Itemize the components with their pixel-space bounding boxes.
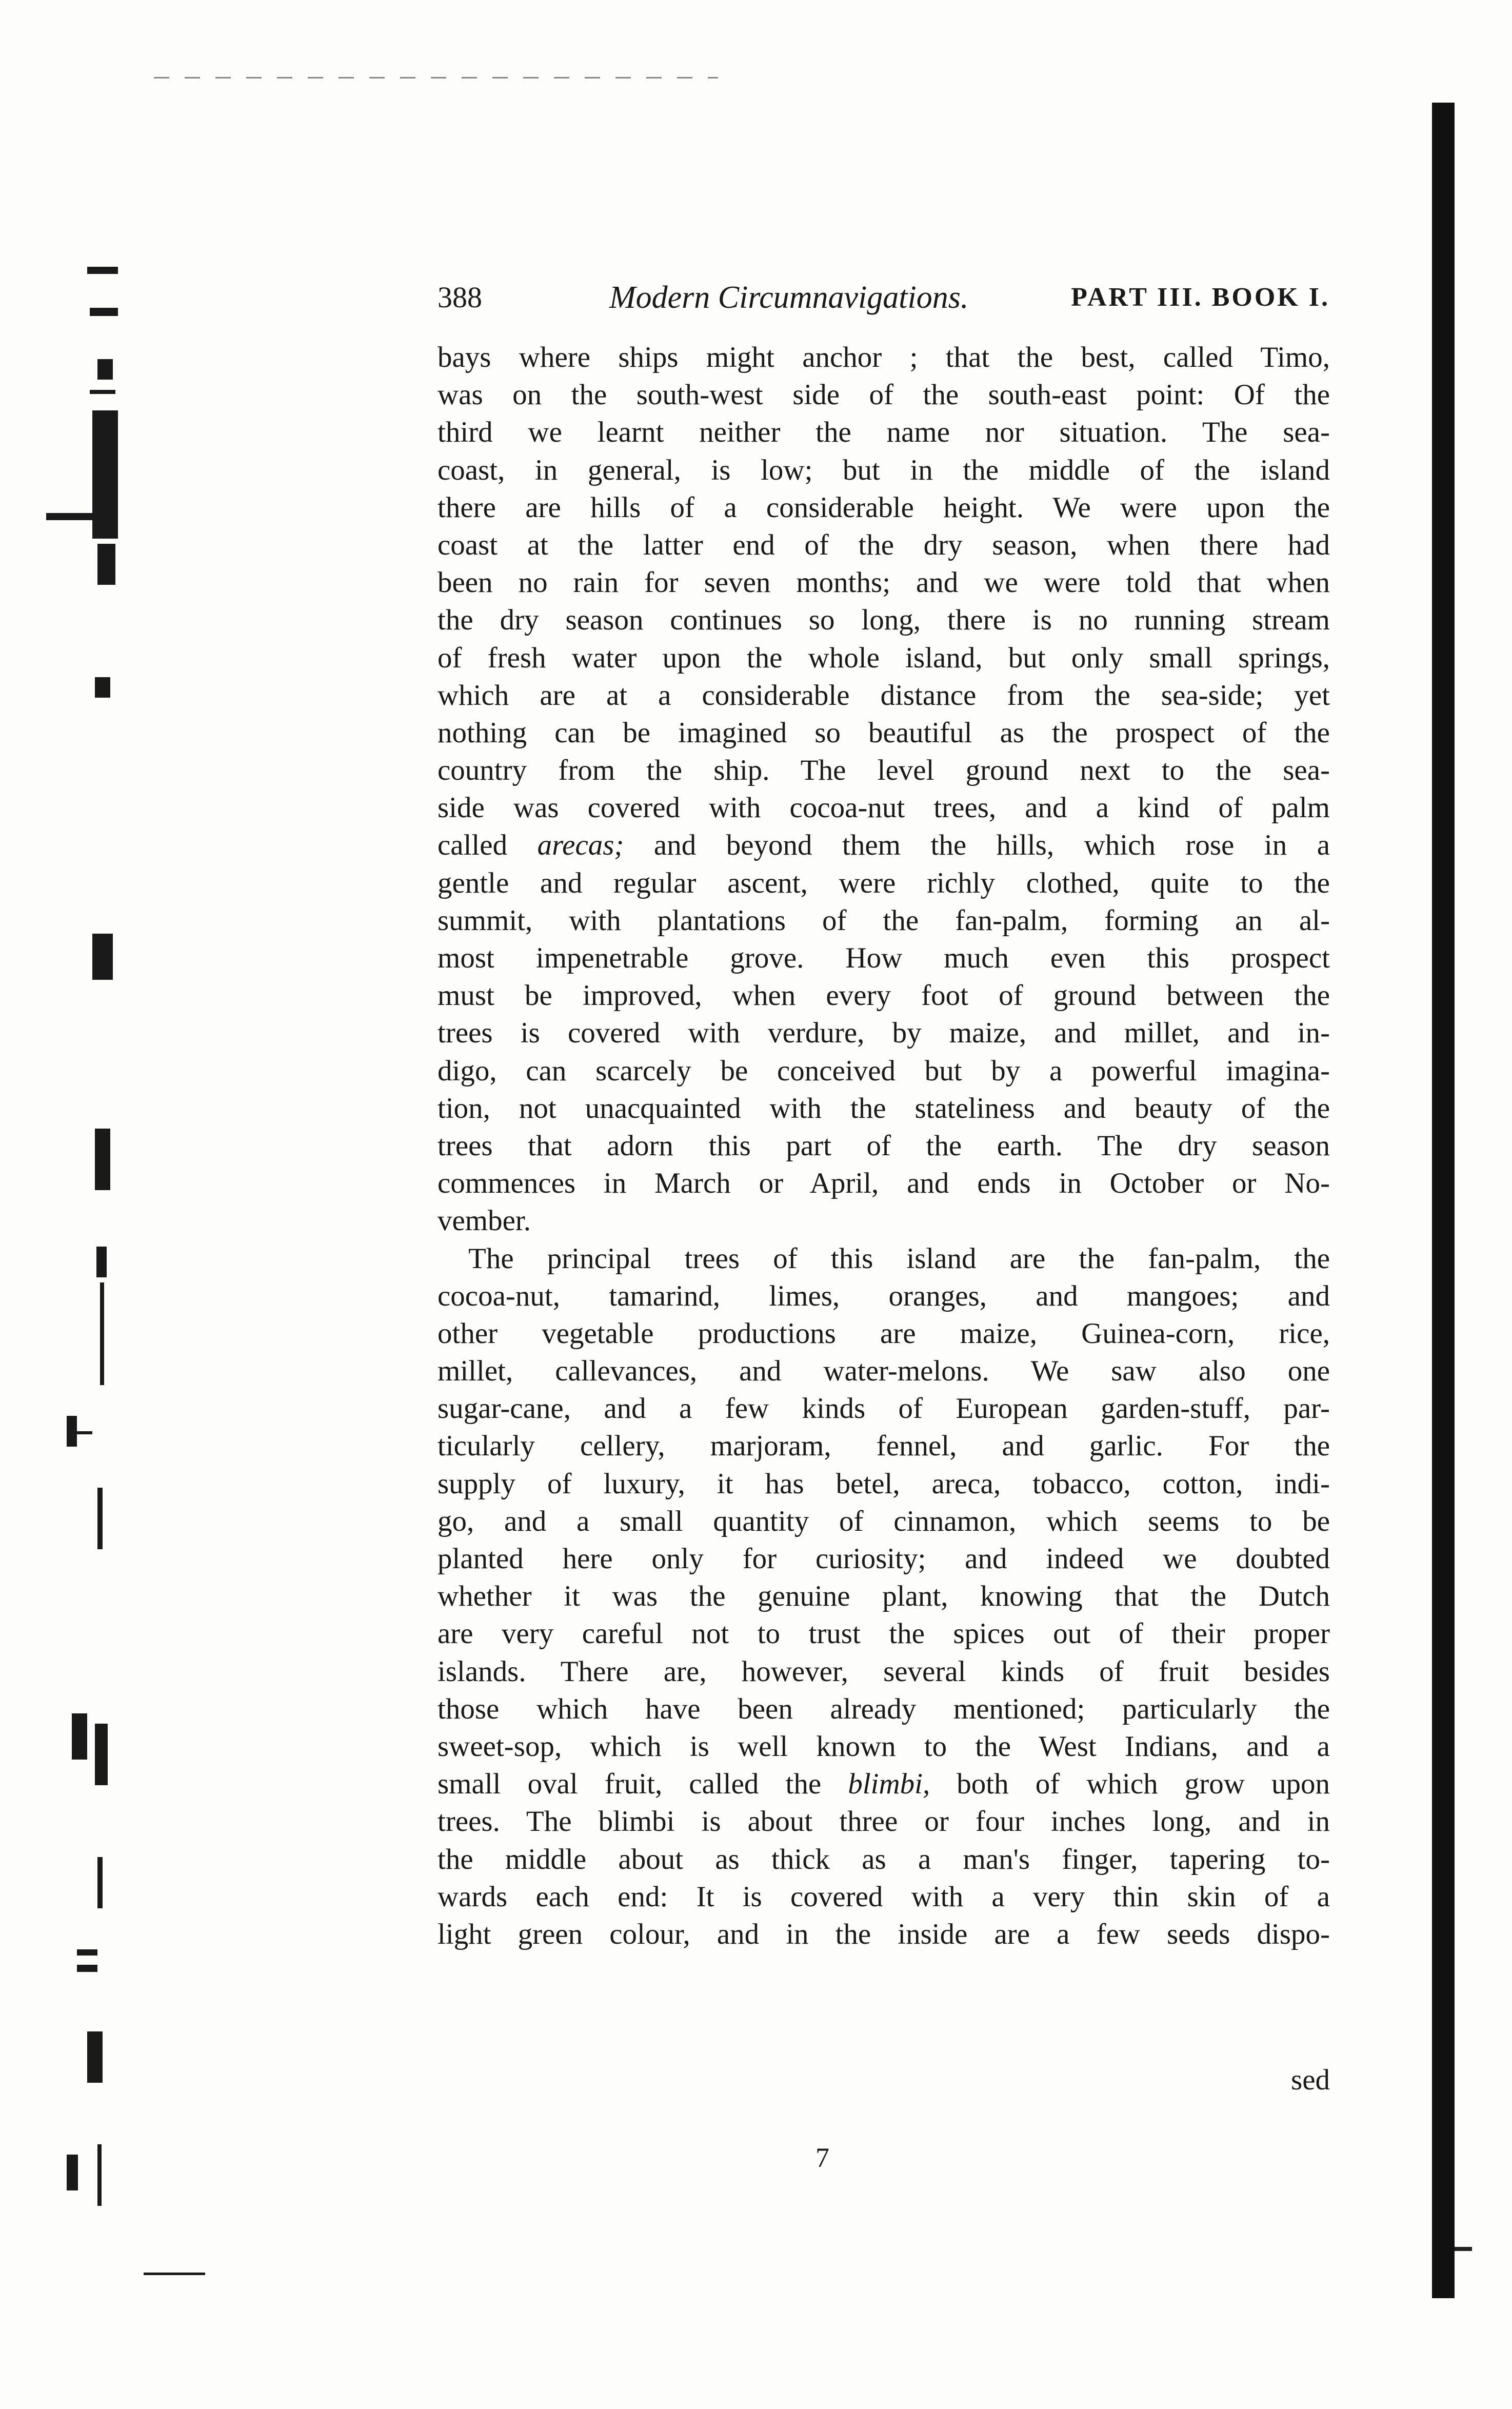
text-line: trees is covered with verdure, by maize, and millet, and in- <box>437 1017 1330 1050</box>
text-line: supply of luxury, it has betel, areca, tobacco, cotton, indi- <box>437 1467 1330 1500</box>
text-line: coast at the latter end of the dry season, when there had <box>437 528 1330 561</box>
text-line: islands. There are, however, several kinds of fruit besides <box>437 1655 1330 1688</box>
text-line: sweet-sop, which is well known to the West Indians, and a <box>437 1730 1330 1763</box>
text-line: most impenetrable grove. How much even this prospect <box>437 942 1330 974</box>
text-line: wards each end: It is covered with a very thin skin of a <box>437 1880 1330 1913</box>
text-line: sugar-cane, and a few kinds of European garden-stuff, par- <box>437 1392 1330 1425</box>
text-line: nothing can be imagined so beautiful as the prospect of the <box>437 716 1330 749</box>
running-title: Modern Circumnavigations. <box>609 280 969 315</box>
text-line: ticularly cellery, marjoram, fennel, and garlic. For the <box>437 1430 1330 1463</box>
text-line: light green colour, and in the inside are a few seeds dispo- <box>437 1918 1330 1950</box>
text-line: trees that adorn this part of the earth. The dry season <box>437 1129 1330 1162</box>
right-binding-edge <box>1432 103 1455 2298</box>
text-line: been no rain for seven months; and we were told that when <box>437 566 1330 599</box>
text-line: coast, in general, is low; but in the middle of the island <box>437 453 1330 486</box>
text-line: millet, callevances, and water-melons. We saw also one <box>437 1355 1330 1388</box>
text-line: are very careful not to trust the spices out of their proper <box>437 1617 1330 1650</box>
text-line: cocoa-nut, tamarind, limes, oranges, and mangoes; and <box>437 1279 1330 1312</box>
text-line: tion, not unacquainted with the stateliness and beauty of the <box>437 1092 1330 1124</box>
text-line: gentle and regular ascent, were richly clothed, quite to the <box>437 866 1330 899</box>
text-line: side was covered with cocoa-nut trees, and a kind of palm <box>437 792 1330 824</box>
text-line: summit, with plantations of the fan-palm, forming an al- <box>437 904 1330 937</box>
text-line: other vegetable productions are maize, Guinea-corn, rice, <box>437 1317 1330 1350</box>
section-label: PART III. BOOK I. <box>1071 283 1330 312</box>
right-edge-mark <box>1455 2247 1472 2251</box>
text-line: must be improved, when every foot of ground between the <box>437 979 1330 1012</box>
scan-edge-line <box>154 77 718 78</box>
text-line: planted here only for curiosity; and indeed we doubted <box>437 1543 1330 1575</box>
text-line: the dry season continues so long, there is no running stream <box>437 604 1330 637</box>
page-number: 388 <box>437 281 482 314</box>
text-line: those which have been already mentioned; particularly the <box>437 1692 1330 1725</box>
text-line: there are hills of a considerable height. We were upon the <box>437 491 1330 524</box>
text-line: trees. The blimbi is about three or four inches long, and in <box>437 1805 1330 1838</box>
text-line: whether it was the genuine plant, knowing that the Dutch <box>437 1580 1330 1613</box>
signature-mark: 7 <box>815 2142 829 2173</box>
text-line: vember. <box>437 1204 531 1237</box>
text-line: commences in March or April, and ends in October or No- <box>437 1167 1330 1200</box>
text-line: of fresh water upon the whole island, but only small springs, <box>437 641 1330 674</box>
running-header <box>437 277 1330 318</box>
text-line: was on the south-west side of the south-east point: Of the <box>437 379 1330 411</box>
left-gutter-scan-noise <box>0 0 169 2409</box>
text-line: digo, can scarcely be conceived but by a powerful imagina- <box>437 1054 1330 1087</box>
text-line: third we learnt neither the name nor situation. The sea- <box>437 416 1330 449</box>
text-line: small oval fruit, called the blimbi, both of which grow upon <box>437 1768 1330 1801</box>
catchword: sed <box>1291 2064 1330 2096</box>
text-line: The principal trees of this island are the fan-palm, the <box>468 1242 1330 1275</box>
text-line: the middle about as thick as a man's finger, tapering to- <box>437 1843 1330 1875</box>
body-text <box>437 339 1330 1953</box>
text-line: which are at a considerable distance from the sea-side; yet <box>437 679 1330 712</box>
text-line: bays where ships might anchor ; that the best, called Timo, <box>437 341 1330 373</box>
text-line: country from the ship. The level ground next to the sea- <box>437 754 1330 787</box>
text-line: called arecas; and beyond them the hills, which rose in a <box>437 829 1330 862</box>
text-line: go, and a small quantity of cinnamon, which seems to be <box>437 1505 1330 1537</box>
